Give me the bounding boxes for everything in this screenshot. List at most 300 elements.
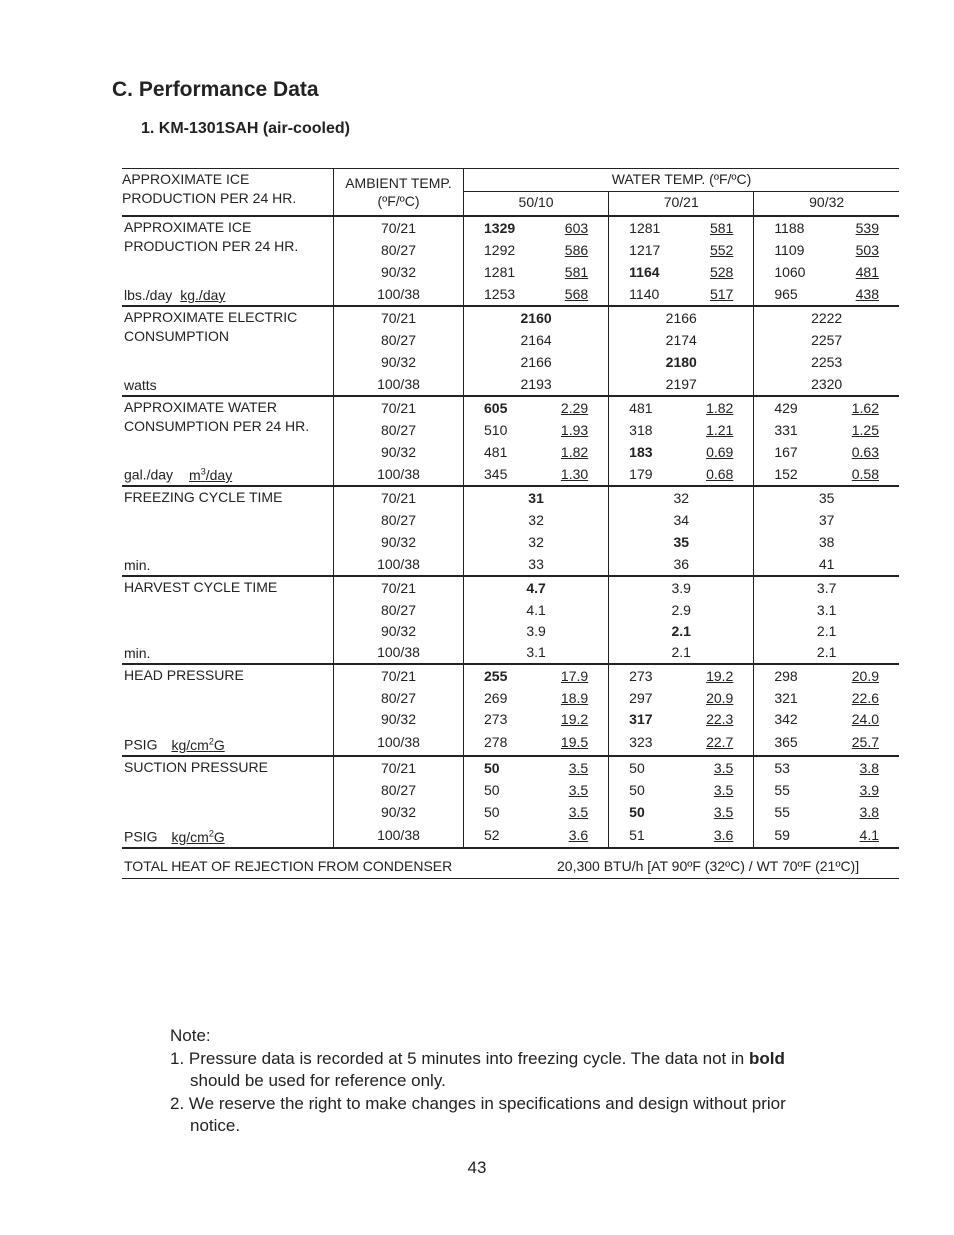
value: 2.1 (816, 644, 837, 660)
imperial-value: 51 (629, 827, 645, 843)
imperial-value: 183 (629, 444, 653, 460)
metric-value: 438 (855, 286, 879, 302)
value: 32 (528, 534, 544, 550)
value-pair (464, 463, 608, 485)
imperial-value: 1329 (484, 220, 516, 236)
unit-a: PSIG (124, 829, 158, 845)
imperial-value: 167 (774, 444, 798, 460)
metric-value: 0.68 (706, 466, 734, 482)
metric-value: 3.8 (859, 760, 879, 776)
data-cell (754, 351, 899, 373)
ambient-temp-cell: 100/38 (334, 553, 464, 576)
ambient-header-line2: (ºF/ºC) (377, 193, 420, 209)
imperial-value: 1188 (774, 220, 805, 236)
unit-b (180, 287, 225, 303)
imperial-value: 1217 (629, 242, 661, 258)
metric-value: 3.5 (568, 760, 589, 776)
ambient-temp-cell: 90/32 (334, 801, 464, 823)
row-group-label (122, 486, 334, 576)
value: 2160 (520, 310, 552, 326)
value: 33 (528, 556, 544, 572)
value-pair (754, 729, 899, 755)
value-pair (754, 217, 899, 239)
metric-value: 20.9 (706, 690, 734, 706)
metric-value: 22.6 (851, 690, 879, 706)
note-item-1-cont: should be used for reference only. (190, 1071, 446, 1090)
data-cell (609, 283, 754, 306)
metric-value: 20.9 (851, 668, 879, 684)
value-pair (754, 779, 899, 801)
value: 3.1 (526, 644, 546, 660)
value: 2.1 (671, 644, 691, 660)
data-cell (464, 419, 609, 441)
value-pair (464, 217, 608, 239)
value-pair (609, 261, 753, 283)
unit-b (171, 829, 224, 845)
data-cell (754, 509, 899, 531)
data-cell (754, 419, 899, 441)
metric-value: 22.7 (706, 734, 734, 750)
water-col-header: 50/10 (518, 193, 554, 210)
data-cell (609, 351, 754, 373)
unit-label (124, 462, 232, 485)
imperial-value: 50 (629, 804, 645, 820)
imperial-value: 55 (774, 804, 790, 820)
imperial-value: 1253 (484, 286, 516, 302)
value-pair (464, 397, 608, 419)
imperial-value: 342 (774, 711, 798, 727)
ambient-temp-cell: 70/21 (334, 486, 464, 509)
data-cell (754, 553, 899, 576)
ambient-temp-cell: 70/21 (334, 756, 464, 779)
header-label-line2: PRODUCTION PER 24 HR. (122, 190, 297, 206)
water-col-header: 70/21 (609, 191, 754, 216)
value-pair (754, 665, 899, 687)
unit-b (171, 737, 224, 753)
metric-value: 3.5 (713, 782, 734, 798)
imperial-value: 53 (774, 760, 790, 776)
value-pair (609, 729, 753, 755)
data-cell (754, 261, 899, 283)
data-cell (464, 216, 609, 239)
ambient-temp-cell: 100/38 (334, 283, 464, 306)
imperial-value: 255 (484, 668, 508, 684)
data-cell (464, 329, 609, 351)
note-item-1-text: 1. Pressure data is recorded at 5 minutes into freezing cycle. The data not in (170, 1048, 749, 1068)
imperial-value: 1281 (629, 220, 661, 236)
metric-value: 3.5 (568, 804, 589, 820)
imperial-value: 345 (484, 466, 508, 482)
unit-b-main: m (189, 467, 201, 483)
unit-label (124, 376, 157, 395)
data-cell (464, 239, 609, 261)
metric-value: 3.5 (568, 782, 589, 798)
data-cell (464, 463, 609, 486)
data-cell (464, 599, 609, 621)
value-pair (609, 463, 753, 485)
metric-value: 1.93 (560, 422, 589, 438)
unit-label (124, 824, 225, 847)
value: 38 (818, 534, 835, 550)
value: 2197 (665, 376, 697, 392)
data-cell (754, 216, 899, 239)
value: 2253 (811, 354, 843, 370)
imperial-value: 323 (629, 734, 653, 750)
page-number: 43 (467, 1158, 487, 1177)
header-label-line1: APPROXIMATE ICE (122, 171, 250, 187)
unit-b-sup: 2 (208, 828, 214, 839)
data-cell (609, 531, 754, 553)
ambient-temp-cell: 80/27 (334, 779, 464, 801)
metric-value: 18.9 (560, 690, 589, 706)
imperial-value: 297 (629, 690, 653, 706)
value-pair (609, 283, 753, 305)
imperial-value: 152 (774, 466, 798, 482)
data-cell (609, 463, 754, 486)
data-cell (609, 329, 754, 351)
data-cell (754, 441, 899, 463)
imperial-value: 1164 (629, 264, 660, 280)
data-cell (754, 621, 899, 641)
data-cell (609, 779, 754, 801)
value-pair (464, 441, 608, 463)
data-cell (754, 239, 899, 261)
unit-b-sup: 2 (208, 736, 214, 747)
unit-label (124, 556, 150, 575)
value: 3.9 (671, 580, 691, 596)
note-item-2: 2. We reserve the right to make changes in specifications and design without prior (170, 1093, 786, 1113)
value: 37 (818, 512, 835, 528)
value-pair (609, 665, 753, 687)
value-pair (754, 757, 899, 779)
value: 4.1 (526, 602, 546, 618)
value-pair (754, 239, 899, 261)
data-cell (609, 756, 754, 779)
value-pair (609, 709, 753, 729)
value: 2174 (665, 332, 697, 348)
data-cell (464, 576, 609, 599)
metric-value: 3.5 (713, 760, 734, 776)
imperial-value: 481 (629, 400, 653, 416)
table-row (122, 576, 899, 599)
data-cell (609, 261, 754, 283)
data-cell (754, 687, 899, 709)
water-temp-header: WATER TEMP. (ºF/ºC) (464, 169, 900, 192)
section-title: C. Performance Data (112, 78, 319, 101)
table-row (122, 306, 899, 329)
metric-value: 3.6 (713, 827, 734, 843)
unit-label (124, 286, 225, 305)
value: 2257 (811, 332, 843, 348)
data-cell (464, 486, 609, 509)
note-item-2-cont: notice. (190, 1116, 241, 1135)
metric-value: 24.0 (851, 711, 879, 727)
data-cell (754, 329, 899, 351)
metric-value: 481 (855, 264, 879, 280)
unit-a: PSIG (124, 737, 158, 753)
data-cell (609, 687, 754, 709)
value-pair (609, 801, 753, 823)
data-cell (464, 283, 609, 306)
value-pair (754, 687, 899, 709)
value-pair (464, 801, 608, 823)
ambient-temp-cell: 100/38 (334, 373, 464, 396)
metric-value: 2.29 (560, 400, 589, 416)
value-pair (464, 261, 608, 283)
imperial-value: 510 (484, 422, 508, 438)
value: 32 (673, 490, 690, 506)
data-cell (609, 801, 754, 823)
row-group-label-line1: APPROXIMATE ELECTRIC (124, 309, 298, 325)
value-pair (609, 823, 753, 847)
subsection-title: 1. KM-1301SAH (air-cooled) (141, 120, 350, 137)
metric-value: 25.7 (851, 734, 879, 750)
data-cell (464, 531, 609, 553)
metric-value: 17.9 (560, 668, 589, 684)
data-cell (609, 486, 754, 509)
ambient-temp-cell: 80/27 (334, 599, 464, 621)
metric-value: 1.62 (851, 400, 879, 416)
data-cell (464, 261, 609, 283)
ambient-temp-cell: 100/38 (334, 463, 464, 486)
table-row (122, 216, 899, 239)
note-item-1 (170, 1048, 870, 1071)
row-group-label (122, 576, 334, 664)
row-group-label (122, 216, 334, 306)
unit-b-main: kg/cm (171, 829, 209, 845)
data-cell (464, 306, 609, 329)
unit-b-tail: G (213, 829, 225, 845)
value-pair (754, 801, 899, 823)
ambient-temp-cell: 100/38 (334, 641, 464, 664)
unit-label (124, 644, 150, 663)
ambient-temp-cell: 90/32 (334, 351, 464, 373)
metric-value: 1.25 (851, 422, 879, 438)
imperial-value: 318 (629, 422, 653, 438)
data-cell (464, 779, 609, 801)
imperial-value: 317 (629, 711, 653, 727)
ambient-temp-cell: 90/32 (334, 441, 464, 463)
metric-value: 581 (709, 220, 734, 236)
unit-a: min. (124, 557, 151, 573)
note-block (170, 1025, 870, 1138)
data-cell (754, 641, 899, 664)
data-cell (754, 283, 899, 306)
value: 36 (673, 556, 690, 572)
ambient-temp-cell: 100/38 (334, 729, 464, 756)
value: 35 (673, 534, 690, 550)
value-pair (609, 397, 753, 419)
ambient-temp-cell: 90/32 (334, 261, 464, 283)
metric-value: 1.82 (706, 400, 734, 416)
metric-value: 586 (564, 242, 589, 258)
value: 34 (673, 512, 690, 528)
value: 4.7 (526, 580, 546, 596)
value: 2166 (520, 354, 552, 370)
data-cell (609, 441, 754, 463)
value: 2.9 (671, 602, 691, 618)
data-cell (609, 396, 754, 419)
ambient-temp-cell: 80/27 (334, 329, 464, 351)
note-heading: Note: (170, 1026, 211, 1045)
data-cell (754, 801, 899, 823)
table-row (122, 664, 899, 687)
data-cell (754, 486, 899, 509)
imperial-value: 269 (484, 690, 508, 706)
value-pair (464, 823, 608, 847)
ambient-header-line1: AMBIENT TEMP. (345, 175, 452, 191)
header-ambient (334, 169, 464, 217)
imperial-value: 50 (484, 782, 500, 798)
imperial-value: 52 (484, 827, 500, 843)
ambient-temp-cell: 80/27 (334, 419, 464, 441)
data-cell (464, 553, 609, 576)
ambient-temp-cell: 70/21 (334, 664, 464, 687)
value: 3.9 (526, 623, 546, 639)
unit-a: gal./day (124, 467, 174, 483)
imperial-value: 1140 (629, 286, 660, 302)
value-pair (754, 823, 899, 847)
data-cell (754, 463, 899, 486)
data-cell (754, 779, 899, 801)
metric-value: 0.69 (706, 444, 734, 460)
data-cell (609, 641, 754, 664)
data-cell (754, 823, 899, 848)
ambient-temp-cell: 70/21 (334, 216, 464, 239)
data-cell (754, 599, 899, 621)
metric-value: 552 (709, 242, 734, 258)
unit-b-tail: G (213, 737, 225, 753)
value: 2.1 (816, 623, 837, 639)
data-cell (754, 373, 899, 396)
row-group-label-line1: APPROXIMATE WATER (124, 399, 277, 415)
data-cell (754, 729, 899, 756)
data-cell (754, 531, 899, 553)
unit-b (189, 467, 232, 483)
data-cell (609, 599, 754, 621)
ambient-temp-cell: 70/21 (334, 396, 464, 419)
row-group-label-line2: CONSUMPTION (124, 328, 229, 344)
ambient-temp-cell: 80/27 (334, 509, 464, 531)
metric-value: 603 (564, 220, 589, 236)
metric-value: 0.63 (851, 444, 879, 460)
data-cell (464, 621, 609, 641)
imperial-value: 429 (774, 400, 798, 416)
imperial-value: 1292 (484, 242, 516, 258)
imperial-value: 365 (774, 734, 798, 750)
unit-a: min. (124, 645, 151, 661)
data-cell (754, 664, 899, 687)
row-group-label (122, 396, 334, 486)
water-col-header: 90/32 (754, 191, 899, 216)
value-pair (754, 463, 899, 485)
value-pair (464, 283, 608, 305)
unit-b-sup: 3 (200, 466, 206, 477)
data-cell (464, 709, 609, 729)
row-group-label (122, 756, 334, 848)
value: 2164 (520, 332, 552, 348)
data-cell (609, 216, 754, 239)
data-cell (609, 709, 754, 729)
imperial-value: 273 (629, 668, 653, 684)
imperial-value: 50 (629, 760, 645, 776)
value: 41 (818, 556, 835, 572)
value: 2166 (665, 310, 697, 326)
value-pair (609, 757, 753, 779)
value-pair (609, 687, 753, 709)
imperial-value: 59 (774, 827, 790, 843)
note-item-1-bold: bold (748, 1048, 785, 1068)
data-cell (754, 576, 899, 599)
metric-value: 19.2 (560, 711, 589, 727)
value-pair (754, 441, 899, 463)
data-cell (464, 441, 609, 463)
data-cell (609, 553, 754, 576)
data-cell (464, 801, 609, 823)
imperial-value: 55 (774, 782, 790, 798)
data-cell (754, 756, 899, 779)
value-pair (609, 441, 753, 463)
value: 2222 (811, 310, 843, 326)
data-cell (464, 396, 609, 419)
row-group-label (122, 306, 334, 396)
metric-value: 3.9 (859, 782, 879, 798)
metric-value: 517 (709, 286, 734, 302)
metric-value: 3.6 (568, 827, 589, 843)
value: 2180 (665, 354, 697, 370)
table-row (122, 396, 899, 419)
data-cell (464, 351, 609, 373)
data-cell (464, 509, 609, 531)
data-cell (609, 664, 754, 687)
data-cell (609, 306, 754, 329)
value-pair (464, 239, 608, 261)
data-cell (464, 664, 609, 687)
imperial-value: 1060 (774, 264, 806, 280)
metric-value: 568 (564, 286, 589, 302)
ambient-temp-cell: 80/27 (334, 239, 464, 261)
imperial-value: 605 (484, 400, 508, 416)
data-cell (464, 729, 609, 756)
metric-value: 19.2 (706, 668, 734, 684)
row-group-label-line1: APPROXIMATE ICE (124, 219, 252, 235)
metric-value: 3.5 (713, 804, 734, 820)
metric-value: 4.1 (859, 827, 879, 843)
value-pair (464, 757, 608, 779)
unit-b-main: kg/cm (171, 737, 209, 753)
data-cell (754, 709, 899, 729)
value-pair (464, 729, 608, 755)
unit-a: lbs./day (124, 287, 173, 303)
data-cell (609, 823, 754, 848)
data-cell (609, 373, 754, 396)
ambient-temp-cell: 90/32 (334, 621, 464, 641)
row-group-label-line2: PRODUCTION PER 24 HR. (124, 238, 299, 254)
ambient-temp-cell: 90/32 (334, 709, 464, 729)
imperial-value: 965 (774, 286, 798, 302)
ambient-temp-cell: 90/32 (334, 531, 464, 553)
data-cell (464, 641, 609, 664)
value-pair (609, 217, 753, 239)
data-cell (609, 621, 754, 641)
header-label (122, 169, 334, 217)
value-pair (754, 419, 899, 441)
value-pair (464, 709, 608, 729)
value-pair (464, 419, 608, 441)
row-group-label-line2: CONSUMPTION PER 24 HR. (124, 418, 310, 434)
metric-value: 3.8 (859, 804, 879, 820)
row-group-label-line1: FREEZING CYCLE TIME (124, 489, 283, 505)
